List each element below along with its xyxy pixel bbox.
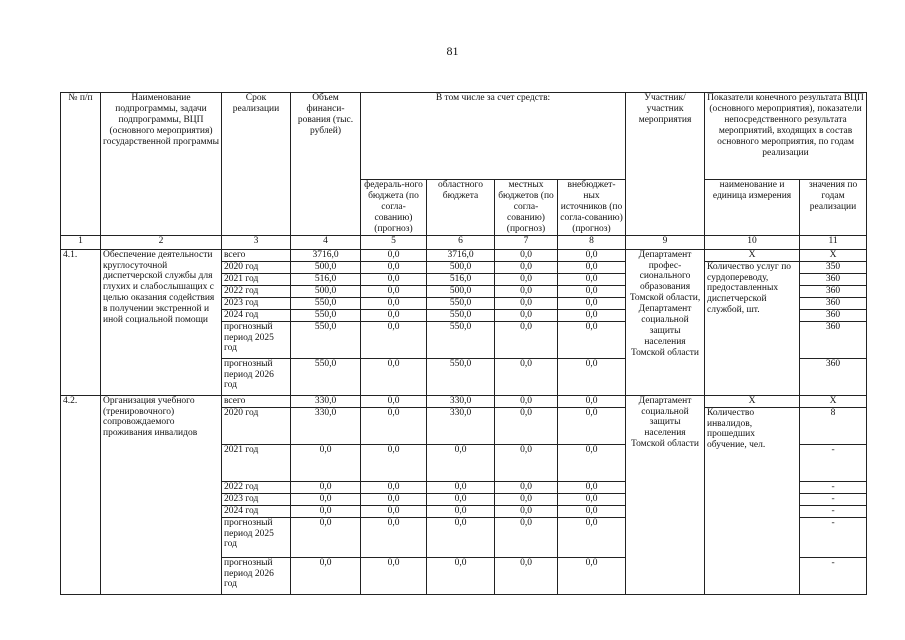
indicator-value-cell: 350 [800,261,867,273]
volume-cell: 3716,0 [291,249,361,261]
extra-cell: 0,0 [558,285,626,297]
header-participant: Участник/ участник мероприятия [626,93,705,236]
header-indicators: Показатели конечного результата ВЦП (основного мероприятия), показатели непосредственного результата мероприятий, входящих в состав основного мероприятия, по годам реализации [705,93,867,180]
section-number: 4.2. [61,395,101,594]
term-cell: 2024 год [222,505,291,517]
extra-cell: 0,0 [558,358,626,395]
col-number: 7 [495,235,558,249]
federal-cell: 0,0 [361,358,427,395]
regional-cell: 550,0 [427,321,495,358]
federal-cell: 0,0 [361,285,427,297]
header-row-1 [61,93,867,180]
extra-cell: 0,0 [558,297,626,309]
regional-cell: 500,0 [427,285,495,297]
federal-cell: 0,0 [361,321,427,358]
term-cell: 2021 год [222,444,291,481]
regional-cell: 550,0 [427,297,495,309]
extra-cell: 0,0 [558,261,626,273]
header-num: № п/п [61,93,101,236]
term-cell: прогнозный период 2026 год [222,557,291,594]
local-cell: 0,0 [495,273,558,285]
col-number: 5 [361,235,427,249]
term-cell: 2023 год [222,297,291,309]
indicator-name-cell: Х [705,249,800,261]
term-cell: прогнозный период 2026 год [222,358,291,395]
regional-cell: 0,0 [427,493,495,505]
col-number: 3 [222,235,291,249]
term-cell: 2022 год [222,481,291,493]
extra-cell: 0,0 [558,407,626,444]
col-number: 6 [427,235,495,249]
table-row [61,249,867,261]
term-cell: 2020 год [222,407,291,444]
volume-cell: 550,0 [291,309,361,321]
indicator-value-cell: 8 [800,407,867,444]
extra-cell: 0,0 [558,273,626,285]
extra-cell: 0,0 [558,309,626,321]
extra-cell: 0,0 [558,557,626,594]
col-number: 9 [626,235,705,249]
term-cell: прогнозный период 2025 год [222,517,291,557]
volume-cell: 0,0 [291,557,361,594]
federal-cell: 0,0 [361,444,427,481]
regional-cell: 550,0 [427,358,495,395]
extra-cell: 0,0 [558,517,626,557]
term-cell: 2021 год [222,273,291,285]
local-cell: 0,0 [495,249,558,261]
local-cell: 0,0 [495,444,558,481]
extra-cell: 0,0 [558,505,626,517]
federal-cell: 0,0 [361,261,427,273]
volume-cell: 0,0 [291,493,361,505]
header-regional: областного бюджета [427,180,495,236]
federal-cell: 0,0 [361,557,427,594]
header-ind-name: наименование и единица измерения [705,180,800,236]
regional-cell: 516,0 [427,273,495,285]
regional-cell: 550,0 [427,309,495,321]
col-number: 10 [705,235,800,249]
local-cell: 0,0 [495,407,558,444]
regional-cell: 500,0 [427,261,495,273]
term-cell: 2020 год [222,261,291,273]
local-cell: 0,0 [495,395,558,407]
term-cell: всего [222,395,291,407]
federal-cell: 0,0 [361,309,427,321]
indicator-value-cell: - [800,493,867,505]
extra-cell: 0,0 [558,395,626,407]
federal-cell: 0,0 [361,481,427,493]
federal-cell: 0,0 [361,407,427,444]
volume-cell: 500,0 [291,261,361,273]
indicator-value-cell: - [800,517,867,557]
col-number: 8 [558,235,626,249]
federal-cell: 0,0 [361,493,427,505]
indicator-value-cell: Х [800,395,867,407]
local-cell: 0,0 [495,285,558,297]
term-cell: 2022 год [222,285,291,297]
local-cell: 0,0 [495,358,558,395]
local-cell: 0,0 [495,297,558,309]
local-cell: 0,0 [495,309,558,321]
term-cell: прогнозный период 2025 год [222,321,291,358]
extra-cell: 0,0 [558,321,626,358]
header-name: Наименование подпрограммы, задачи подпрограммы, ВЦП (основного мероприятия) государственной программы [101,93,222,236]
volume-cell: 0,0 [291,481,361,493]
header-term: Срок реализации [222,93,291,236]
federal-cell: 0,0 [361,249,427,261]
extra-cell: 0,0 [558,481,626,493]
federal-cell: 0,0 [361,395,427,407]
federal-cell: 0,0 [361,273,427,285]
regional-cell: 330,0 [427,407,495,444]
regional-cell: 330,0 [427,395,495,407]
term-cell: всего [222,249,291,261]
local-cell: 0,0 [495,481,558,493]
page-number: 81 [446,44,459,58]
local-cell: 0,0 [495,505,558,517]
regional-cell: 0,0 [427,505,495,517]
volume-cell: 550,0 [291,321,361,358]
table-row [61,395,867,407]
section-name: Обеспечение деятельности круглосуточной диспетчерской службы для глухих и слабослышащих с целью оказания содействия в получении экстренной и иной социальной помощи [101,249,222,395]
volume-cell: 0,0 [291,517,361,557]
indicator-value-cell: 360 [800,358,867,395]
local-cell: 0,0 [495,493,558,505]
indicator-name-cell: Количество услуг по сурдопереводу, предоставленных диспетчерской службой, шт. [705,261,800,395]
volume-cell: 330,0 [291,407,361,444]
col-number: 1 [61,235,101,249]
col-number: 2 [101,235,222,249]
header-volume: Объем финанси-рования (тыс. рублей) [291,93,361,236]
indicator-value-cell: 360 [800,273,867,285]
regional-cell: 0,0 [427,517,495,557]
federal-cell: 0,0 [361,517,427,557]
regional-cell: 0,0 [427,444,495,481]
regional-cell: 0,0 [427,481,495,493]
term-cell: 2024 год [222,309,291,321]
volume-cell: 500,0 [291,285,361,297]
indicator-value-cell: - [800,505,867,517]
indicator-value-cell: 360 [800,321,867,358]
extra-cell: 0,0 [558,249,626,261]
term-cell: 2023 год [222,493,291,505]
indicator-value-cell: Х [800,249,867,261]
header-ind-values: значения по годам реализации [800,180,867,236]
local-cell: 0,0 [495,261,558,273]
indicator-value-cell: - [800,557,867,594]
indicator-value-cell: 360 [800,285,867,297]
extra-cell: 0,0 [558,444,626,481]
indicator-value-cell: 360 [800,297,867,309]
col-number: 4 [291,235,361,249]
volume-cell: 550,0 [291,297,361,309]
volume-cell: 330,0 [291,395,361,407]
column-numbers-row [61,235,867,249]
header-including: В том числе за счет средств: [361,93,626,180]
header-extra: внебюджет-ных источников (по согла-сованию) (прогноз) [558,180,626,236]
program-table [60,92,867,595]
participant-cell: Департамент социальной защиты населения Томской области [626,395,705,594]
local-cell: 0,0 [495,517,558,557]
header-federal: федераль-ного бюджета (по согла-сованию) (прогноз) [361,180,427,236]
indicator-name-cell: Х [705,395,800,407]
section-name: Организация учебного (тренировочного) сопровождаемого проживания инвалидов [101,395,222,594]
regional-cell: 3716,0 [427,249,495,261]
indicator-value-cell: 360 [800,309,867,321]
volume-cell: 550,0 [291,358,361,395]
federal-cell: 0,0 [361,297,427,309]
regional-cell: 0,0 [427,557,495,594]
local-cell: 0,0 [495,557,558,594]
indicator-name-cell: Количество инвалидов, прошедших обучение, чел. [705,407,800,594]
local-cell: 0,0 [495,321,558,358]
section-number: 4.1. [61,249,101,395]
volume-cell: 0,0 [291,444,361,481]
indicator-value-cell: - [800,444,867,481]
federal-cell: 0,0 [361,505,427,517]
header-local: местных бюджетов (по согла-сованию) (прогноз) [495,180,558,236]
indicator-value-cell: - [800,481,867,493]
volume-cell: 516,0 [291,273,361,285]
participant-cell: Департамент профес-сионального образования Томской области, Департамент социальной защиты населения Томской области [626,249,705,395]
volume-cell: 0,0 [291,505,361,517]
extra-cell: 0,0 [558,493,626,505]
col-number: 11 [800,235,867,249]
